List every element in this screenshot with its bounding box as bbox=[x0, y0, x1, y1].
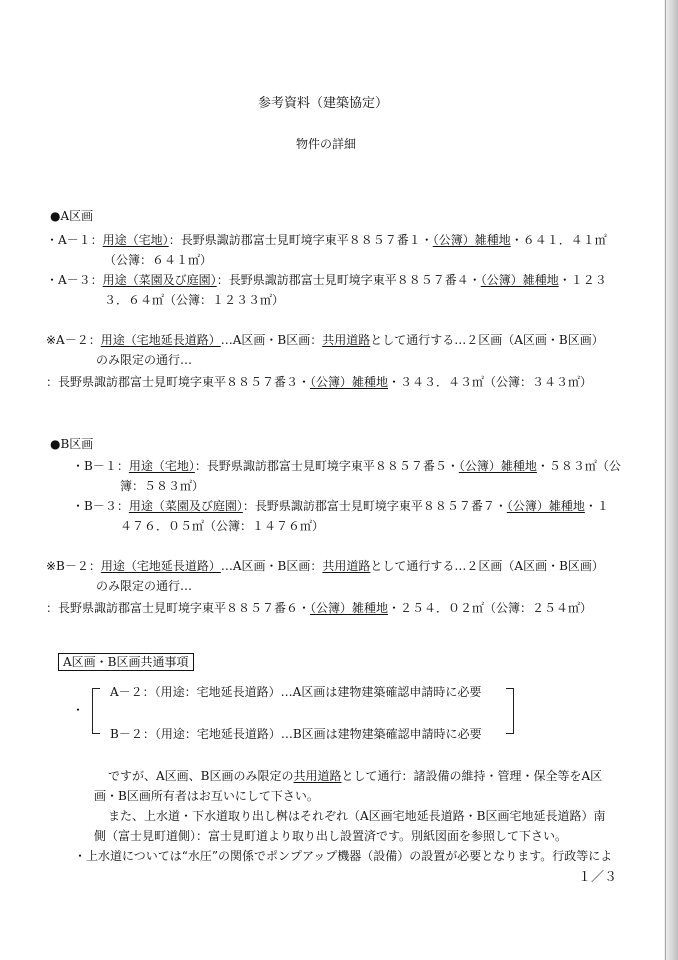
b2-prefix: ※B－２： bbox=[46, 559, 101, 573]
a3-use: 用途（菜園及び庭園） bbox=[102, 273, 217, 287]
b2-area: ・２５４．０２㎡（公簿：２５４㎡） bbox=[388, 601, 593, 615]
common-p2-line2: 側（富士見町道側）：富士見町道より取り出し設置済です。別紙図面を参照して下さい。 bbox=[94, 829, 568, 843]
common-p1-line2: 画・B区画所有者はお互いにして下さい。 bbox=[94, 789, 319, 803]
b1-address: ：長野県諏訪郡富士見町境字東平８８５７番５・ bbox=[194, 459, 459, 473]
b2-mid: …A区画・B区画： bbox=[220, 559, 323, 573]
b2-line2: のみ限定の通行… bbox=[96, 579, 193, 593]
b2-line1 bbox=[46, 558, 604, 574]
b3-prefix: ・B－３： bbox=[72, 499, 129, 513]
a2-line2: のみ限定の通行… bbox=[96, 353, 193, 367]
common-p1-line1 bbox=[108, 768, 602, 784]
bracket-line-b2: B－２：（用途：宅地延長道路）…B区画は建物建築確認申請時に必要 bbox=[110, 727, 482, 741]
page-edge-shadow bbox=[664, 0, 678, 960]
page-edge-line bbox=[665, 0, 666, 960]
a2-address: ：長野県諏訪郡富士見町境字東平８８５７番３・ bbox=[46, 375, 311, 389]
a1-category: （公簿）雑種地 bbox=[432, 233, 511, 247]
a2-line3 bbox=[46, 374, 592, 390]
b2-rest: として通行する…２区画（A区画・B区画） bbox=[370, 559, 604, 573]
bracket-line-a2: A－２：（用途：宅地延長道路）…A区画は建物建築確認申請時に必要 bbox=[110, 685, 482, 699]
a1-use: 用途（宅地） bbox=[102, 233, 169, 247]
common-heading bbox=[58, 654, 194, 670]
a2-rest: として通行する…２区画（A区画・B区画） bbox=[370, 333, 604, 347]
b1-use: 用途（宅地） bbox=[128, 459, 195, 473]
a2-prefix: ※A－２： bbox=[46, 333, 101, 347]
left-bracket bbox=[92, 688, 100, 734]
b3-area: ・１ bbox=[584, 499, 609, 513]
common-p3-line1: ・上水道については“水圧”の関係でポンプアップ機器（設備）の設置が必要となります。行政等によ bbox=[74, 849, 613, 863]
b2-use: 用途（宅地延長道路） bbox=[100, 559, 221, 573]
a1-line2: （公簿：６４１㎡） bbox=[104, 253, 213, 267]
b3-line1 bbox=[72, 498, 609, 514]
right-bracket bbox=[506, 688, 514, 734]
a2-area: ・３４３．４３㎡（公簿：３４３㎡） bbox=[388, 375, 593, 389]
b1-line2: 簿：５８３㎡） bbox=[120, 479, 205, 493]
a2-mid: …A区画・B区画： bbox=[220, 333, 323, 347]
b3-category: （公簿）雑種地 bbox=[506, 499, 585, 513]
a3-category: （公簿）雑種地 bbox=[480, 273, 559, 287]
b1-line1 bbox=[72, 458, 621, 474]
b1-area: ・５８３㎡（公 bbox=[536, 459, 621, 473]
section-a-heading: ●A区画 bbox=[50, 209, 94, 223]
common-p1b: として通行：諸設備の維持・管理・保全等をA区 bbox=[341, 769, 603, 783]
a1-area: ・６４１．４１㎡ bbox=[510, 233, 607, 247]
a2-use: 用途（宅地延長道路） bbox=[100, 333, 221, 347]
a3-line1 bbox=[46, 272, 607, 288]
common-shared-road: 共用道路 bbox=[293, 769, 342, 783]
a3-address: ：長野県諏訪郡富士見町境字東平８８５７番４・ bbox=[216, 273, 481, 287]
b2-shared-road: 共用道路 bbox=[322, 559, 371, 573]
a3-line2: ３．６４㎡（公簿：１２３３㎡） bbox=[104, 293, 285, 307]
b2-line3 bbox=[46, 600, 592, 616]
b1-prefix: ・B－１： bbox=[72, 459, 129, 473]
section-b-heading: ●B区画 bbox=[50, 437, 94, 451]
b1-category: （公簿）雑種地 bbox=[458, 459, 537, 473]
a2-shared-road: 共用道路 bbox=[322, 333, 371, 347]
b3-line2: ４７６．０５㎡（公簿：１４７６㎡） bbox=[120, 519, 325, 533]
b3-address: ：長野県諏訪郡富士見町境字東平８８５７番７・ bbox=[242, 499, 507, 513]
page-number: １／３ bbox=[578, 870, 618, 885]
b2-category: （公簿）雑種地 bbox=[310, 601, 389, 615]
a1-address: ：長野県諏訪郡富士見町境字東平８８５７番１・ bbox=[168, 233, 433, 247]
a2-line1 bbox=[46, 332, 604, 348]
a1-line1 bbox=[46, 232, 607, 248]
common-p2-line1: また、上水道・下水道取り出し桝はそれぞれ（A区画宅地延長道路・B区画宅地延長道路）南 bbox=[108, 809, 606, 823]
a3-area: ・１２３ bbox=[558, 273, 607, 287]
common-p1a: ですが、A区画、B区画のみ限定の bbox=[108, 769, 294, 783]
a3-prefix: ・A－３： bbox=[46, 273, 103, 287]
common-heading-box: A区画・B区画共通事項 bbox=[58, 653, 194, 671]
common-bullet: ・ bbox=[72, 703, 85, 717]
b3-use: 用途（菜園及び庭園） bbox=[128, 499, 243, 513]
document-title: 参考資料（建築協定） bbox=[258, 96, 389, 111]
b2-address: ：長野県諏訪郡富士見町境字東平８８５７番６・ bbox=[46, 601, 311, 615]
a1-prefix: ・A－１： bbox=[46, 233, 103, 247]
document-subtitle: 物件の詳細 bbox=[296, 137, 357, 151]
a2-category: （公簿）雑種地 bbox=[310, 375, 389, 389]
